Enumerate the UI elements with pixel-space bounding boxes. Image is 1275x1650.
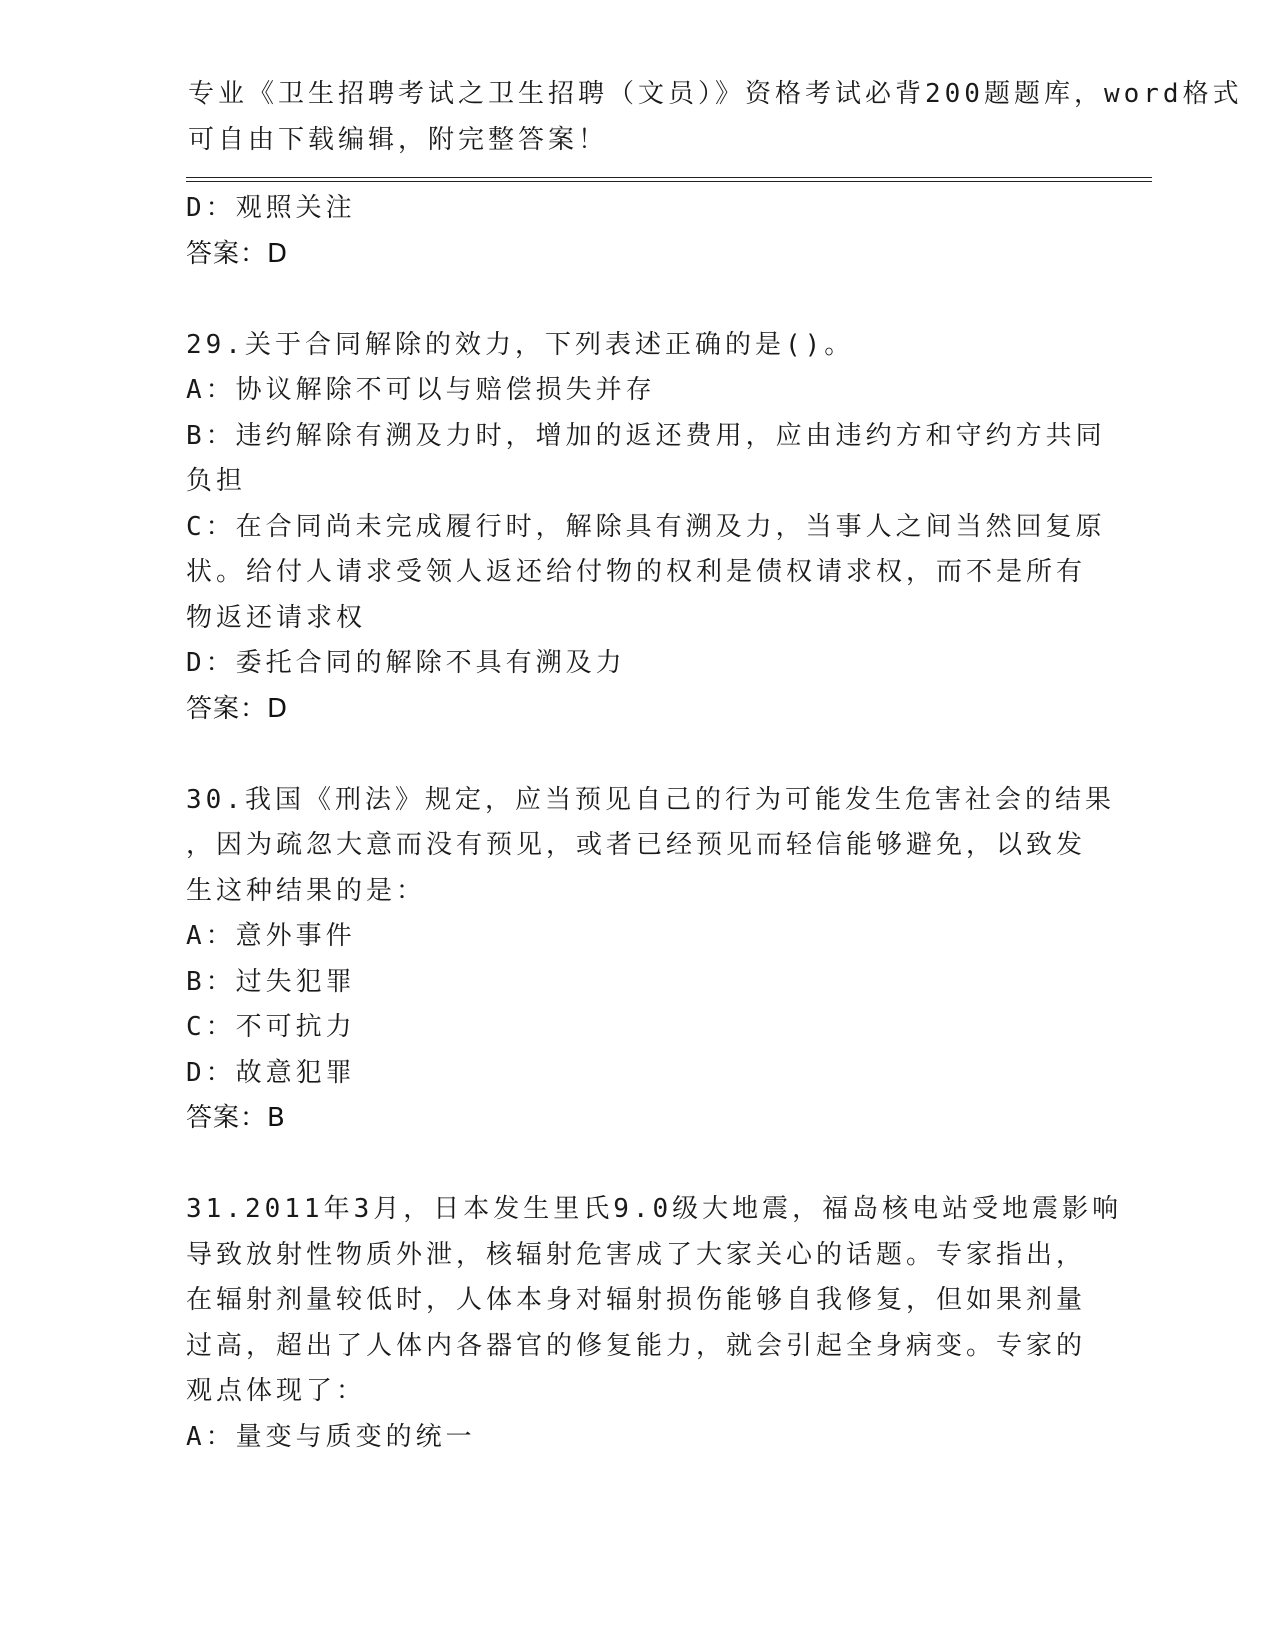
question-stem: 31.2011年3月，日本发生里氏9.0级大地震，福岛核电站受地震影响 xyxy=(186,1194,1123,1224)
answer-line: 答案：B xyxy=(186,1103,286,1133)
question-29 xyxy=(186,323,1106,733)
answer-line: 答案：D xyxy=(186,238,289,269)
header-divider-top xyxy=(186,177,1152,178)
option-b: B：违约解除有溯及力时，增加的返还费用，应由违约方和守约方共同 xyxy=(186,420,1106,451)
question-31 xyxy=(186,1187,1123,1460)
question-stem-continued: 观点体现了： xyxy=(186,1376,367,1406)
header-divider-bottom xyxy=(186,181,1152,182)
header-line-2: 可自由下载编辑，附完整答案！ xyxy=(188,124,609,155)
question-stem-continued: ，因为疏忽大意而没有预见，或者已经预见而轻信能够避免，以致发 xyxy=(186,830,1087,860)
question-stem-continued: 过高，超出了人体内各器官的修复能力，就会引起全身病变。专家的 xyxy=(186,1330,1087,1361)
header-line-1: 专业《卫生招聘考试之卫生招聘（文员）》资格考试必背200题题库，word格式 xyxy=(188,79,1243,109)
option-c-continued: 状。给付人请求受领人返还给付物的权利是债权请求权，而不是所有 xyxy=(186,557,1087,587)
question-content xyxy=(186,186,1123,1460)
option-d: D：观照关注 xyxy=(186,193,356,223)
option-a: A：量变与质变的统一 xyxy=(186,1421,476,1452)
option-b: B：过失犯罪 xyxy=(186,966,356,997)
option-d: D：委托合同的解除不具有溯及力 xyxy=(186,648,626,678)
question-stem: 29.关于合同解除的效力，下列表述正确的是()。 xyxy=(186,329,855,360)
option-c-continued: 物返还请求权 xyxy=(186,602,367,633)
question-30 xyxy=(186,778,1115,1142)
page-header xyxy=(188,72,1243,163)
option-a: A：意外事件 xyxy=(186,921,356,951)
question-stem-continued: 在辐射剂量较低时，人体本身对辐射损伤能够自我修复，但如果剂量 xyxy=(186,1285,1087,1315)
question-stem-continued: 导致放射性物质外泄，核辐射危害成了大家关心的话题。专家指出， xyxy=(186,1239,1087,1270)
question-stem: 30.我国《刑法》规定，应当预见自己的行为可能发生危害社会的结果 xyxy=(186,784,1115,815)
option-a: A：协议解除不可以与赔偿损失并存 xyxy=(186,375,656,405)
spacer xyxy=(186,732,1086,778)
previous-question-tail xyxy=(186,186,1086,277)
answer-line: 答案：D xyxy=(186,693,289,724)
option-d: D：故意犯罪 xyxy=(186,1057,356,1088)
option-c: C：不可抗力 xyxy=(186,1012,356,1042)
spacer xyxy=(186,1142,1086,1188)
option-b-continued: 负担 xyxy=(186,466,247,496)
question-stem-continued: 生这种结果的是： xyxy=(186,875,427,906)
spacer xyxy=(186,277,1086,323)
option-c: C：在合同尚未完成履行时，解除具有溯及力，当事人之间当然回复原 xyxy=(186,511,1106,542)
